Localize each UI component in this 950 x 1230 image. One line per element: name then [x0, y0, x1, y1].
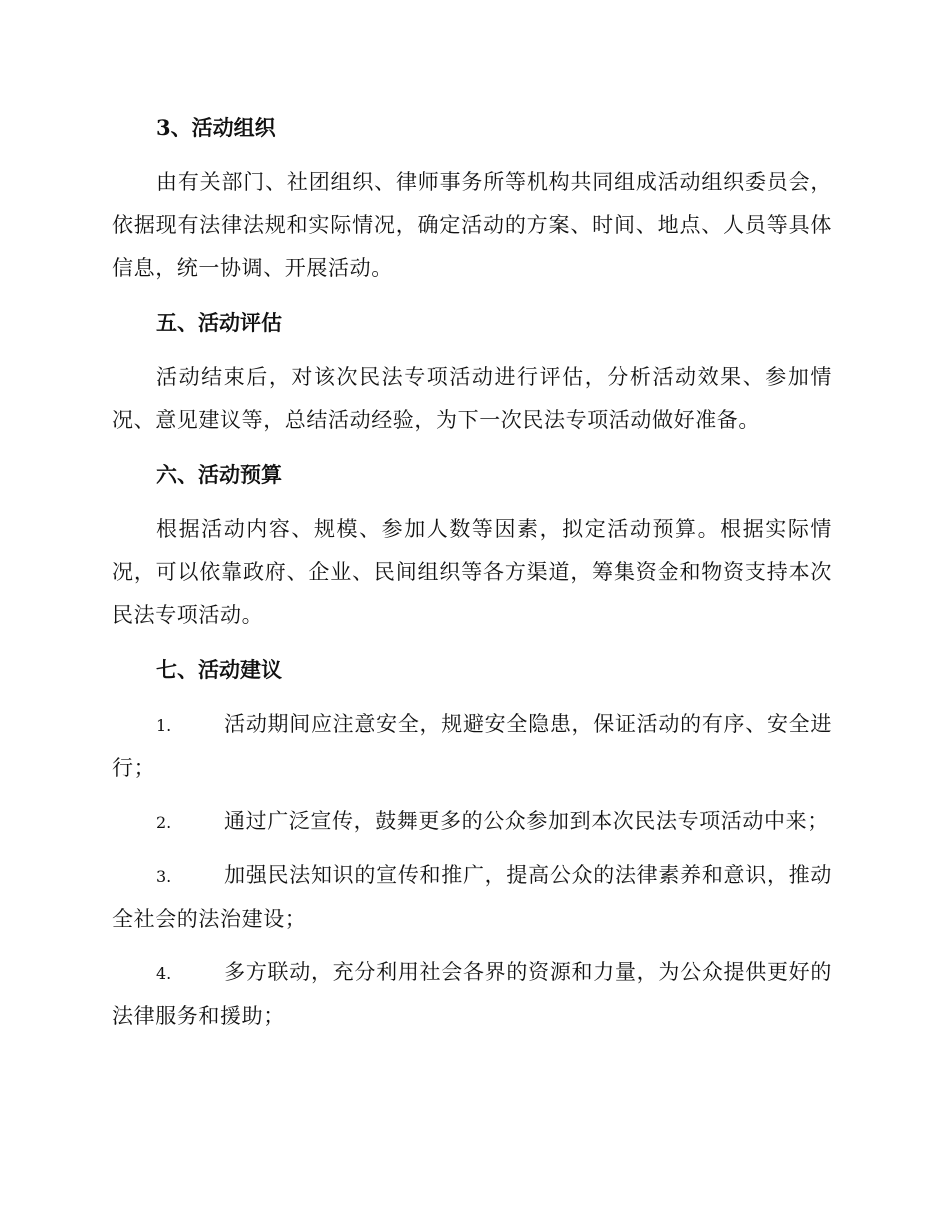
list-item: [112, 854, 832, 941]
list-item-text: 活动期间应注意安全，规避安全隐患，保证活动的有序、安全进行；: [112, 712, 832, 780]
list-item: [112, 951, 832, 1038]
section-heading-activity-suggestions: 七、活动建议: [156, 657, 282, 682]
list-item-text: 加强民法知识的宣传和推广，提高公众的法律素养和意识，推动全社会的法治建设；: [112, 863, 832, 931]
list-item-number: 3.: [156, 867, 172, 886]
paragraph-activity-organization: 由有关部门、社团组织、律师事务所等机构共同组成活动组织委员会，依据现有法律法规和实际情况，确定活动的方案、时间、地点、人员等具体信息，统一协调、开展活动。: [112, 170, 832, 280]
list-item-text: 多方联动，充分利用社会各界的资源和力量，为公众提供更好的法律服务和援助；: [112, 960, 832, 1028]
section-heading-activity-evaluation: 五、活动评估: [156, 310, 282, 335]
list-item: [112, 703, 832, 790]
paragraph-activity-budget: 根据活动内容、规模、参加人数等因素，拟定活动预算。根据实际情况，可以依靠政府、企业、民间组织等各方渠道，筹集资金和物资支持本次民法专项活动。: [112, 517, 832, 627]
list-item-text: 通过广泛宣传，鼓舞更多的公众参加到本次民法专项活动中来；: [224, 809, 829, 833]
document-body: [112, 108, 832, 1048]
list-item-number: 4.: [156, 964, 172, 983]
section-heading-activity-organization: 3、活动组织: [156, 115, 276, 140]
list-item-number: 2.: [156, 813, 172, 832]
section-heading-activity-budget: 六、活动预算: [156, 462, 282, 487]
paragraph-activity-evaluation: 活动结束后，对该次民法专项活动进行评估，分析活动效果、参加情况、意见建议等，总结活动经验，为下一次民法专项活动做好准备。: [112, 365, 832, 432]
list-item: [112, 800, 832, 844]
list-item-number: 1.: [156, 716, 172, 735]
